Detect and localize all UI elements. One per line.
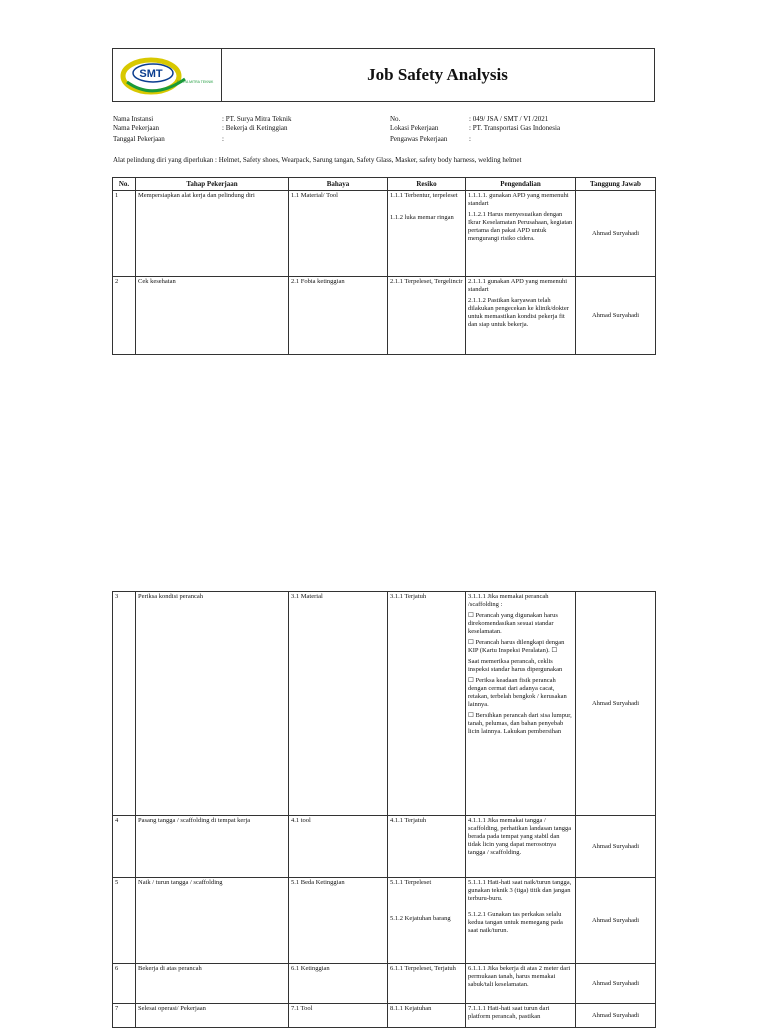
- control-item: 4.1.1.1 Jika memakai tangga / scaffolding, perhatikan landasan tangga berada pada tempat yang stabil dan tidak licin yang dapat merosotnya tangga / scaffolding.: [468, 817, 572, 856]
- row-tanggung-jawab: Ahmad Suryahadi: [576, 1004, 656, 1028]
- control-item: ☐ Periksa keadaan fisik perancah dengan cermat dari adanya cacat, retakan, terbelah bengkok / kerusakan lainnya.: [468, 677, 567, 708]
- row-tanggung-jawab: Ahmad Suryahadi: [576, 878, 656, 964]
- control-item: ☐ Bersihkan perancah dari sisa lumpur, tanah, pelumas, dan bahan penyebab licin lainnya. Lakukan pembersihan: [468, 712, 572, 735]
- row-no: 4: [113, 816, 136, 878]
- row-pengendalian: [466, 277, 576, 355]
- document-title: Job Safety Analysis: [367, 65, 508, 84]
- table-row: [113, 878, 656, 964]
- row-no: 7: [113, 1004, 136, 1028]
- row-tahap: Naik / turun tangga / scaffolding: [136, 878, 289, 964]
- row-resiko: 6.1.1 Terpeleset, Terjatuh: [388, 964, 466, 1004]
- row-tanggung-jawab: Ahmad Suryahadi: [576, 592, 656, 816]
- control-item: 3.1.1.1 Jika memakai perancah /scaffolding :: [468, 593, 549, 608]
- row-tahap: Periksa kondisi perancah: [136, 592, 289, 816]
- logo-tagline: SURYA MITRA TEKNIK: [176, 80, 214, 84]
- row-bahaya: 4.1 tool: [289, 816, 388, 878]
- info-value-pengawas: :: [469, 135, 471, 143]
- info-value-tanggal: :: [222, 135, 224, 143]
- table-row: [113, 277, 656, 355]
- row-tanggung-jawab: Ahmad Suryahadi: [576, 277, 656, 355]
- resiko-item: 1.1.2 luka memar ringan: [390, 214, 454, 221]
- row-resiko: [388, 191, 466, 277]
- control-item: Saat memeriksa perancah, ceklis inspeksi standar harus dipergunakan: [468, 658, 563, 673]
- info-value-instansi: : PT. Surya Mitra Teknik: [222, 115, 292, 123]
- col-header-bahaya: Bahaya: [289, 178, 388, 191]
- row-no: 5: [113, 878, 136, 964]
- logo-letters: SMT: [139, 68, 163, 80]
- row-tahap: Pasang tangga / scaffolding di tempat kerja: [136, 816, 289, 878]
- row-tahap: Cek kesehatan: [136, 277, 289, 355]
- resiko-item: 1.1.1 Terbentur, terpeleset: [390, 192, 458, 199]
- row-pengendalian: [466, 878, 576, 964]
- row-no: 3: [113, 592, 136, 816]
- row-pengendalian: [466, 816, 576, 878]
- table-row: [113, 964, 656, 1004]
- row-bahaya: 2.1 Fobia ketinggian: [289, 277, 388, 355]
- col-header-tahap: Tahap Pekerjaan: [136, 178, 289, 191]
- control-item: 2.1.1.1 gunakan APD yang memenuhi standart: [468, 278, 568, 293]
- apd-requirements: Alat pelindung diri yang diperlukan : Helmet, Safety shoes, Wearpack, Sarung tangan, Safety Glass, Masker, safety body harness, welding helmet: [113, 156, 522, 164]
- control-item: 5.1.1.1 Hati-hati saat naik/turun tangga, gunakan teknik 3 (tiga) titik dan jangan terburu-buru.: [468, 879, 572, 902]
- jsa-table-page-2: [112, 591, 656, 1028]
- company-logo: [113, 49, 222, 101]
- control-item: 1.1.2.1 Harus menyesuaikan dengan Ikrar Keselamatan Perusahaan, kegiatan pertama dan pakai APD untuk mengurangi risiko cidera.: [468, 211, 573, 242]
- row-bahaya: 3.1 Material: [289, 592, 388, 816]
- info-label-pengawas: Pengawas Pekerjaan: [390, 135, 448, 143]
- row-resiko: 4.1.1 Terjatuh: [388, 816, 466, 878]
- jsa-table-page-1: [112, 177, 656, 355]
- row-bahaya: 7.1 Tool: [289, 1004, 388, 1028]
- row-resiko: 3.1.1 Terjatuh: [388, 592, 466, 816]
- info-label-lokasi: Lokasi Pekerjaan: [390, 124, 439, 132]
- row-bahaya: 1.1 Material/ Tool: [289, 191, 388, 277]
- col-header-no: No.: [113, 178, 136, 191]
- col-header-tanggung-jawab: Tanggung Jawab: [576, 178, 656, 191]
- smt-logo-icon: [113, 49, 221, 101]
- table-row: [113, 816, 656, 878]
- info-label-pekerjaan: Nama Pekerjaan: [113, 124, 160, 132]
- control-item: 6.1.1.1 Jika bekerja di atas 2 meter dari permukaan tanah, harus memakai sabuk/tali keselamatan.: [468, 965, 571, 988]
- info-value-pekerjaan: : Bekerja di Ketinggian: [222, 124, 288, 132]
- row-pengendalian: [466, 592, 576, 816]
- control-item: 1.1.1.1. gunakan APD yang memenuhi standart: [468, 192, 569, 207]
- table-row: [113, 592, 656, 816]
- row-no: 2: [113, 277, 136, 355]
- row-bahaya: 6.1 Ketinggian: [289, 964, 388, 1004]
- info-label-tanggal: Tanggal Pekerjaan: [113, 135, 165, 143]
- info-label-instansi: Nama Instansi: [113, 115, 154, 123]
- control-item: 5.1.2.1 Gunakan tas perkakas selalu kedua tangan untuk memegang pada saat naik/turun.: [468, 911, 563, 934]
- info-value-no: : 049/ JSA / SMT / VI /2021: [469, 115, 549, 123]
- col-header-pengendalian: Pengendalian: [466, 178, 576, 191]
- row-resiko: 2.1.1 Terpeleset, Tergelincir: [388, 277, 466, 355]
- row-no: 1: [113, 191, 136, 277]
- row-resiko: 8.1.1 Kejatuhan: [388, 1004, 466, 1028]
- document-header: [112, 48, 655, 102]
- control-item: ☐ Perancah harus dilengkapi dengan KIP (Kartu Inspeksi Peralatan). ☐: [468, 639, 565, 654]
- control-item: 7.1.1.1 Hati-hati saat turun dari platform perancah, pastikan: [468, 1005, 550, 1020]
- row-resiko: [388, 878, 466, 964]
- col-header-resiko: Resiko: [388, 178, 466, 191]
- table-header-row: [113, 178, 656, 191]
- row-pengendalian: [466, 964, 576, 1004]
- row-tanggung-jawab: Ahmad Suryahadi: [576, 191, 656, 277]
- control-item: ☐ Perancah yang digunakan harus direkomendasikan sesuai standar keselamatan.: [468, 612, 558, 635]
- row-bahaya: 5.1 Beda Ketinggian: [289, 878, 388, 964]
- row-pengendalian: [466, 191, 576, 277]
- row-no: 6: [113, 964, 136, 1004]
- table-row: [113, 191, 656, 277]
- row-tanggung-jawab: Ahmad Suryahadi: [576, 816, 656, 878]
- control-item: 2.1.1.2 Pastikan karyawan telah dilakukan pengecekan ke klinik/dokter untuk memastikan kondisi pekerja fit dan siap untuk bekerja.: [468, 297, 569, 328]
- info-value-lokasi: : PT. Transportasi Gas Indonesia: [469, 124, 561, 132]
- row-tanggung-jawab: Ahmad Suryahadi: [576, 964, 656, 1004]
- row-tahap: Selesai operasi/ Pekerjaan: [136, 1004, 289, 1028]
- info-label-no: No.: [390, 115, 401, 123]
- resiko-item: 5.1.2 Kejatuhan barang: [390, 915, 451, 922]
- row-tahap: Bekerja di atas perancah: [136, 964, 289, 1004]
- row-tahap: Mempersiapkan alat kerja dan pelindung diri: [136, 191, 289, 277]
- resiko-item: 5.1.1 Terpeleset: [390, 879, 432, 886]
